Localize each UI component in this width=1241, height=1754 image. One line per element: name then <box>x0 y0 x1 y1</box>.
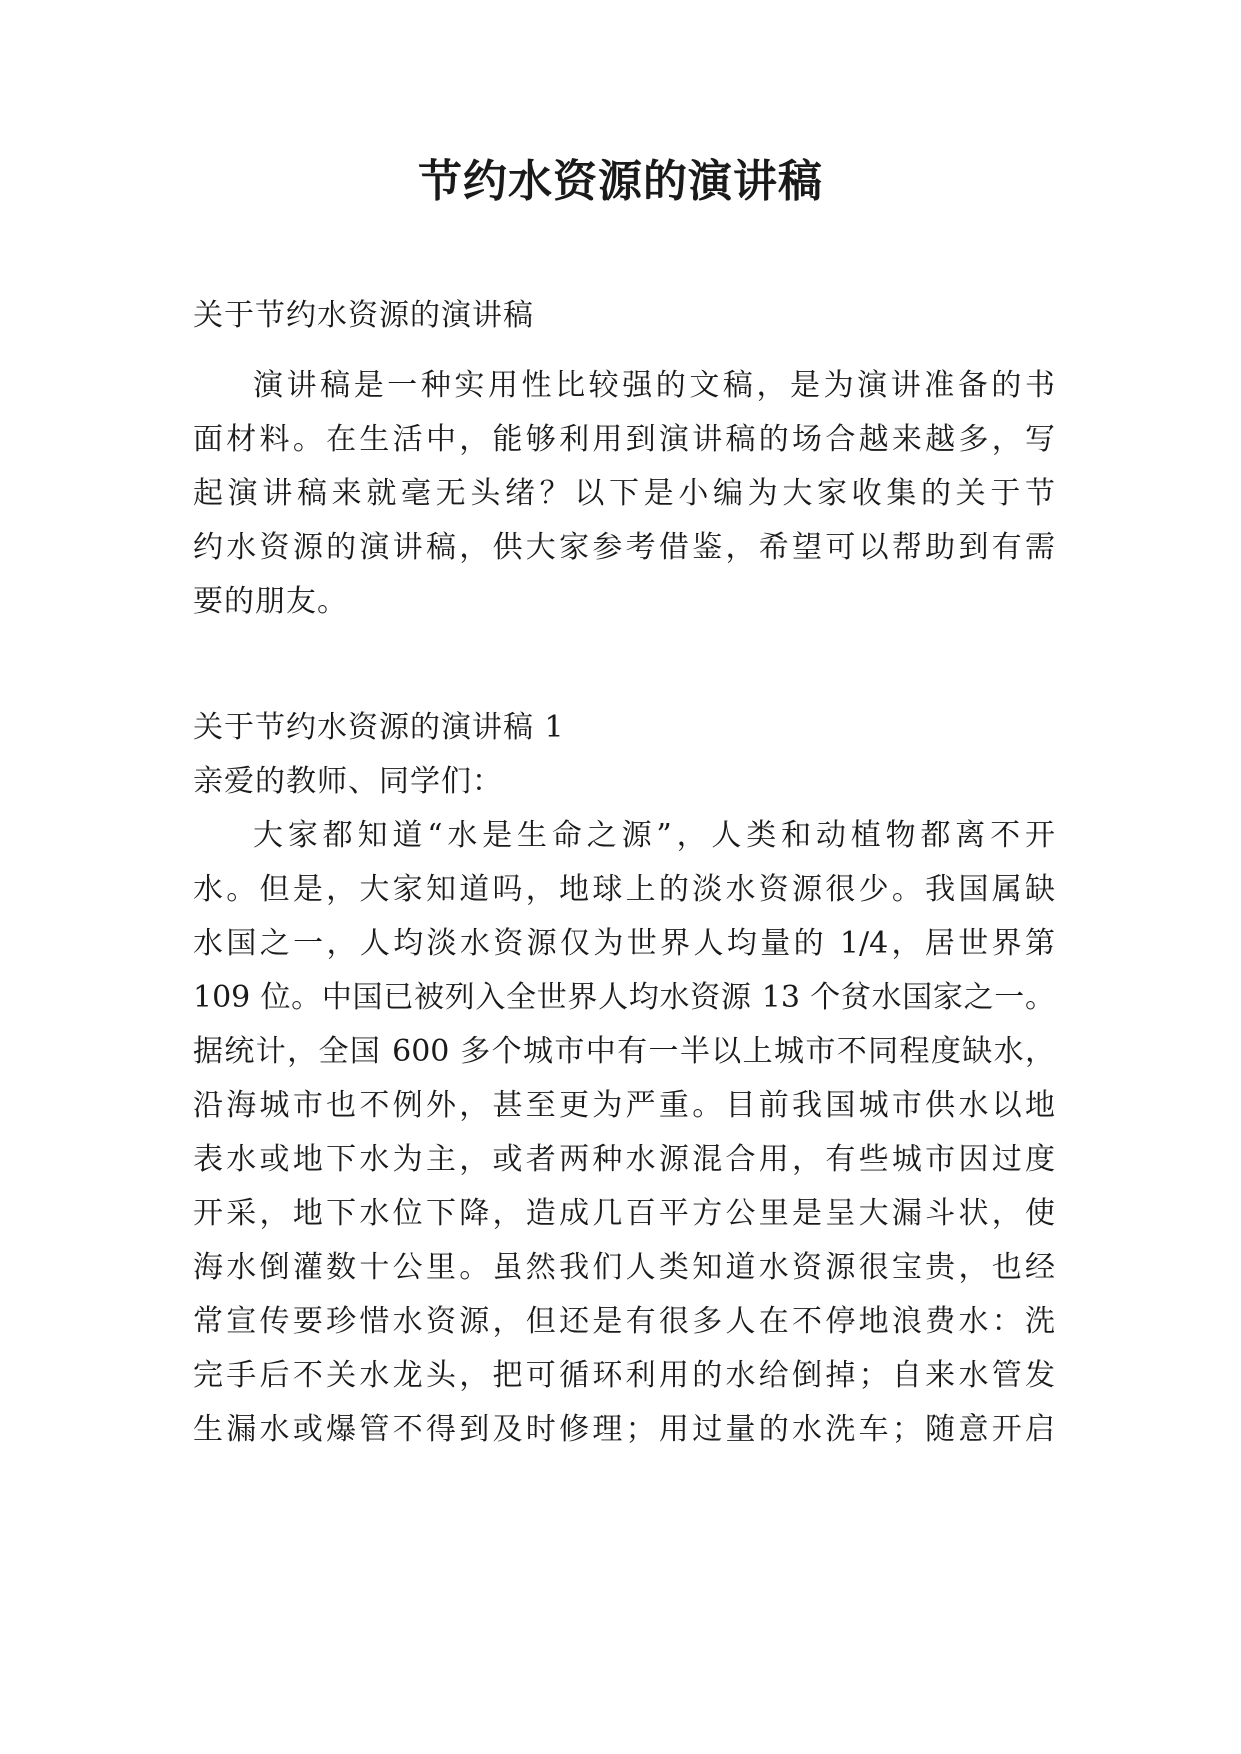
body-line: 水。但是，大家知道吗，地球上的淡水资源很少。我国属缺 <box>193 872 1055 907</box>
body-line: 常宣传要珍惜水资源，但还是有很多人在不停地浪费水：洗 <box>193 1304 1055 1339</box>
document-title: 节约水资源的演讲稿 <box>418 156 823 207</box>
body-line: 沿海城市也不例外，甚至更为严重。目前我国城市供水以地 <box>193 1088 1055 1123</box>
intro-line: 起演讲稿来就毫无头绪？以下是小编为大家收集的关于节 <box>193 476 1055 511</box>
section-heading: 关于节约水资源的演讲稿 1 <box>193 710 565 745</box>
body-line: 完手后不关水龙头，把可循环利用的水给倒掉；自来水管发 <box>193 1358 1055 1393</box>
body-line: 表水或地下水为主，或者两种水源混合用，有些城市因过度 <box>193 1142 1055 1177</box>
body-line: 开采，地下水位下降，造成几百平方公里是呈大漏斗状，使 <box>193 1196 1055 1231</box>
body-line: 大家都知道“水是生命之源”，人类和动植物都离不开 <box>253 818 1055 853</box>
body-line: 水国之一，人均淡水资源仅为世界人均量的 1/4，居世界第 <box>193 926 1055 961</box>
greeting: 亲爱的教师、同学们： <box>193 764 503 799</box>
intro-line: 面材料。在生活中，能够利用到演讲稿的场合越来越多，写 <box>193 422 1055 457</box>
intro-line: 约水资源的演讲稿，供大家参考借鉴，希望可以帮助到有需 <box>193 530 1055 565</box>
body-line: 海水倒灌数十公里。虽然我们人类知道水资源很宝贵，也经 <box>193 1250 1055 1285</box>
body-line: 据统计，全国 600 多个城市中有一半以上城市不同程度缺水， <box>193 1034 1055 1069</box>
document-subtitle: 关于节约水资源的演讲稿 <box>193 298 534 333</box>
intro-line: 演讲稿是一种实用性比较强的文稿，是为演讲准备的书 <box>253 368 1055 403</box>
intro-line: 要的朋友。 <box>193 584 348 619</box>
body-line: 生漏水或爆管不得到及时修理；用过量的水洗车；随意开启 <box>193 1412 1055 1447</box>
body-line: 109 位。中国已被列入全世界人均水资源 13 个贫水国家之一。 <box>193 980 1055 1015</box>
